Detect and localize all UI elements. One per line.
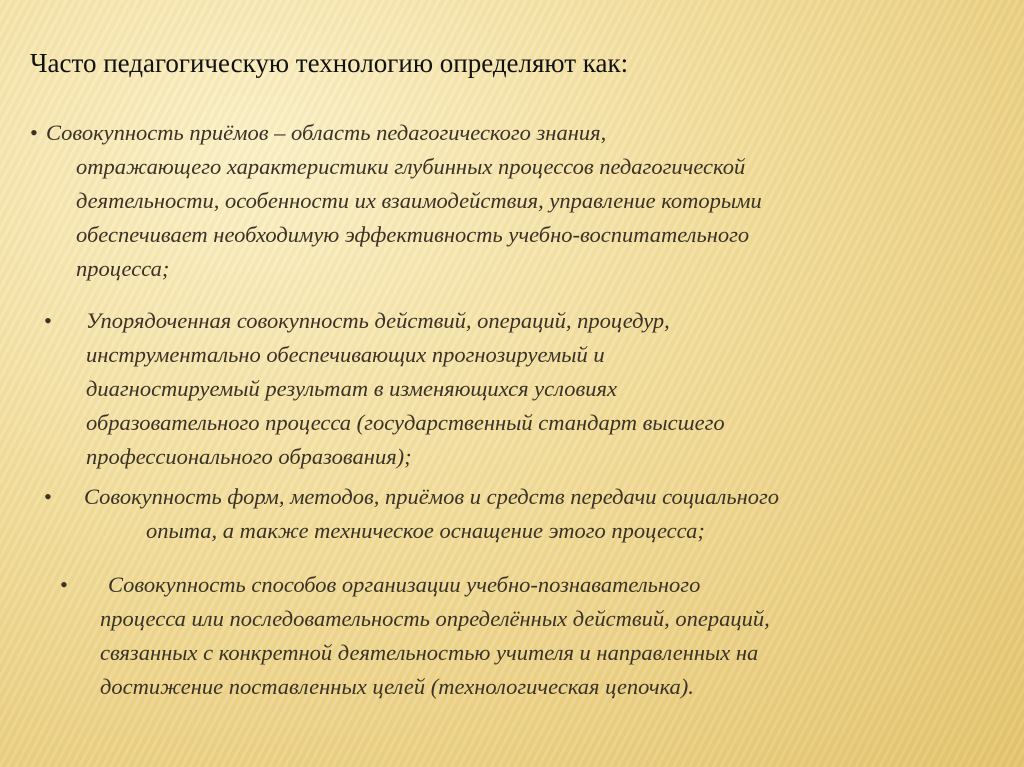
item-line: обеспечивает необходимую эффективность учебно-воспитательного: [76, 222, 750, 247]
list-item: [30, 116, 762, 286]
bullet-icon: •: [44, 308, 52, 333]
item-line: инструментально обеспечивающих прогнозируемый и: [86, 342, 605, 367]
slide-heading: Часто педагогическую технологию определяют как:: [30, 48, 629, 78]
item-line: Совокупность приёмов – область педагогического знания,: [46, 120, 607, 145]
item-line: профессионального образования);: [86, 444, 412, 469]
item-line: достижение поставленных целей (технологическая цепочка).: [100, 674, 694, 699]
item-line: процесса или последовательность определённых действий, операций,: [100, 606, 770, 631]
item-line: образовательного процесса (государственный стандарт высшего: [86, 410, 725, 435]
item-line: процесса;: [76, 256, 170, 281]
item-line: отражающего характеристики глубинных процессов педагогической: [76, 154, 746, 179]
list-item: [44, 304, 725, 474]
item-line: связанных с конкретной деятельностью учителя и направленных на: [100, 640, 759, 665]
item-line: деятельности, особенности их взаимодействия, управление которыми: [76, 188, 762, 213]
bullet-icon: •: [44, 484, 52, 509]
list-item: [60, 568, 770, 704]
bullet-icon: •: [60, 572, 68, 597]
item-line: диагностируемый результат в изменяющихся условиях: [86, 376, 617, 401]
item-line: Упорядоченная совокупность действий, операций, процедур,: [86, 308, 670, 333]
item-line: Совокупность способов организации учебно-познавательного: [108, 572, 701, 597]
bullet-icon: •: [30, 120, 38, 145]
list-item: [44, 480, 779, 548]
item-line: опыта, а также техническое оснащение этого процесса;: [146, 518, 705, 543]
item-line: Совокупность форм, методов, приёмов и средств передачи социального: [84, 484, 780, 509]
